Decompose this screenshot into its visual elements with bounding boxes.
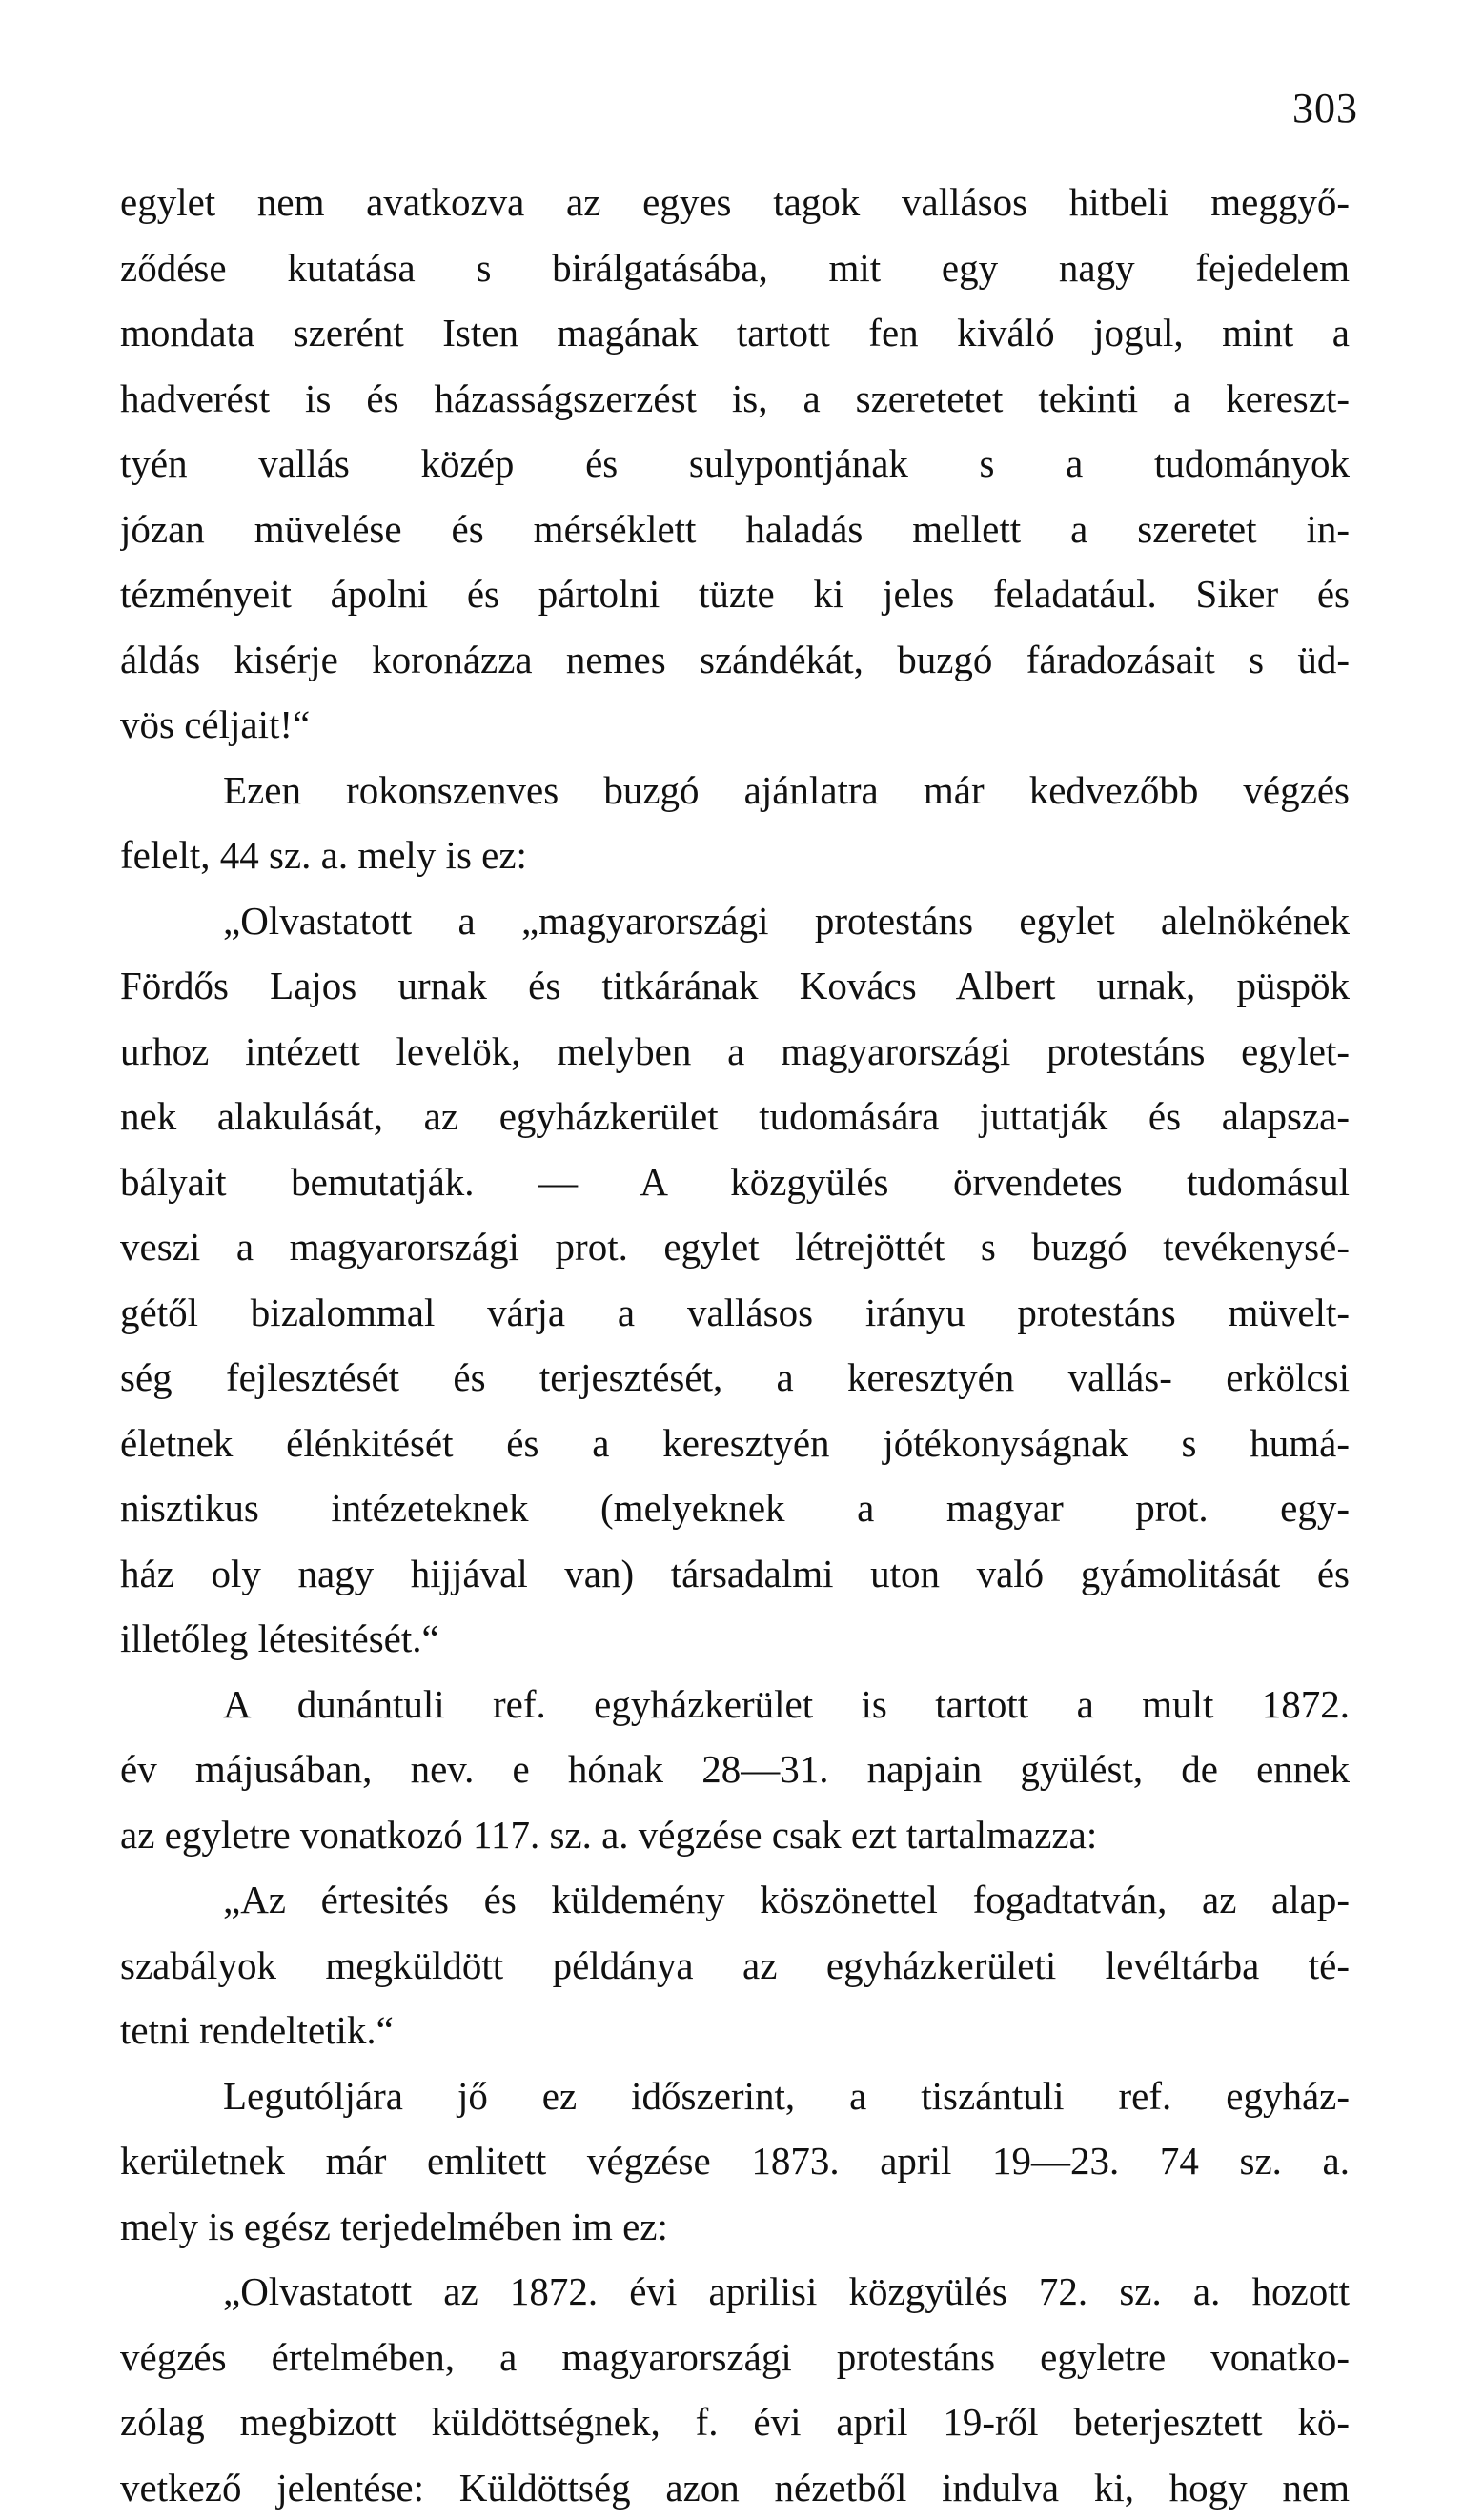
text-line: veszi a magyarországi prot. egylet létrejöttét s buzgó tevékenysé- [120,1214,1350,1280]
text-line: ség fejlesztését és terjesztését, a keresztyén vallás- erkölcsi [120,1345,1350,1411]
text-line: ződése kutatása s birálgatásába, mit egy nagy fejedelem [120,235,1350,301]
text-line: Fördős Lajos urnak és titkárának Kovács Albert urnak, püspök [120,953,1350,1019]
text-line: tetni rendeltetik.“ [120,1998,1350,2063]
text-line: ház oly nagy hijjával van) társadalmi uton való gyámolitását és [120,1541,1350,1607]
text-line: mely is egész terjedelmében im ez: [120,2194,1350,2260]
text-line: zólag megbizott küldöttségnek, f. évi april 19-ről beterjesztett kö- [120,2389,1350,2455]
text-line: hadverést is és házasságszerzést is, a szeretetet tekinti a kereszt- [120,366,1350,432]
text-line: mondata szerént Isten magának tartott fen kiváló jogul, mint a [120,300,1350,366]
text-line: áldás kisérje koronázza nemes szándékát, buzgó fáradozásait s üd- [120,627,1350,693]
text-line: egylet nem avatkozva az egyes tagok vallásos hitbeli meggyő- [120,170,1350,235]
text-line: urhoz intézett levelök, melyben a magyarországi protestáns egylet- [120,1019,1350,1085]
text-line: felelt, 44 sz. a. mely is ez: [120,823,1350,888]
text-line: „Olvastatott a „magyarországi protestáns egylet alelnökének [120,888,1350,954]
text-line: az egyletre vonatkozó 117. sz. a. végzése csak ezt tartalmazza: [120,1802,1350,1868]
body-text [120,170,1350,2520]
text-line: nisztikus intézeteknek (melyeknek a magyar prot. egy- [120,1475,1350,1541]
text-line: nek alakulását, az egyházkerület tudomására juttatják és alapsza- [120,1084,1350,1149]
text-line: tézményeit ápolni és pártolni tüzte ki jeles feladatául. Siker és [120,561,1350,627]
text-line: kerületnek már emlitett végzése 1873. april 19—23. 74 sz. a. [120,2128,1350,2194]
page-number: 303 [1292,84,1358,132]
text-line: illetőleg létesitését.“ [120,1606,1350,1672]
text-line: év májusában, nev. e hónak 28—31. napjain gyülést, de ennek [120,1737,1350,1802]
text-line: tyén vallás közép és sulypontjának s a tudományok [120,431,1350,497]
text-line: vetkező jelentése: Küldöttség azon nézetből indulva ki, hogy nem [120,2455,1350,2520]
text-line: „Olvastatott az 1872. évi aprilisi közgyülés 72. sz. a. hozott [120,2259,1350,2325]
text-line: gétől bizalommal várja a vallásos irányu protestáns müvelt- [120,1280,1350,1346]
text-line: Ezen rokonszenves buzgó ajánlatra már kedvezőbb végzés [120,758,1350,823]
text-line: „Az értesités és küldemény köszönettel fogadtatván, az alap- [120,1867,1350,1933]
text-line: józan müvelése és mérséklett haladás mellett a szeretet in- [120,497,1350,562]
text-line: A dunántuli ref. egyházkerület is tartott a mult 1872. [120,1672,1350,1738]
text-line: Legutóljára jő ez időszerint, a tiszántuli ref. egyház- [120,2063,1350,2129]
text-line: életnek élénkitését és a keresztyén jótékonyságnak s humá- [120,1411,1350,1476]
text-line: bályait bemutatják. — A közgyülés örvendetes tudomásul [120,1149,1350,1215]
text-line: vös céljait!“ [120,692,1350,758]
text-line: végzés értelmében, a magyarországi protestáns egyletre vonatko- [120,2325,1350,2390]
text-line: szabályok megküldött példánya az egyházkerületi levéltárba té- [120,1933,1350,1999]
